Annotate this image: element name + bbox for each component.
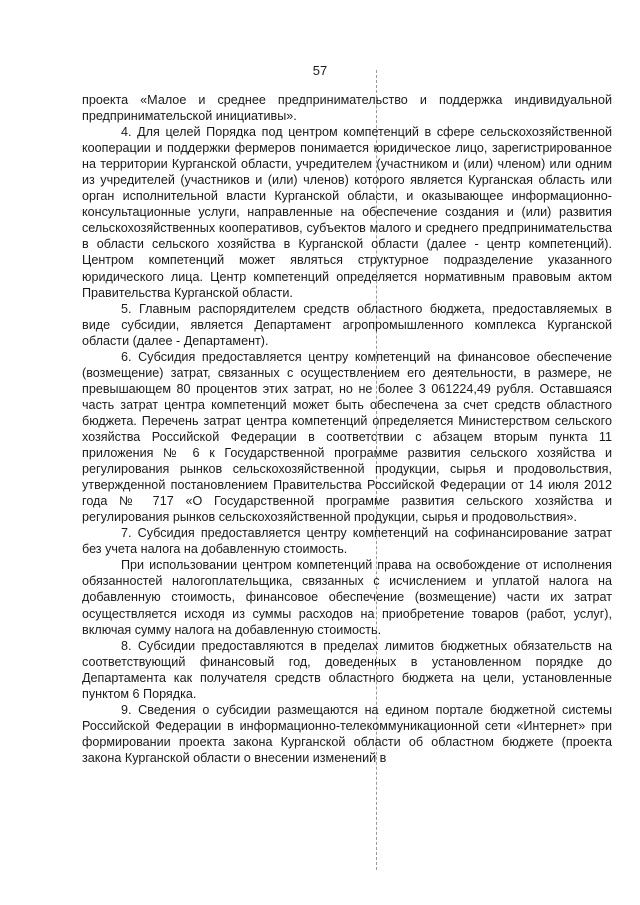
paragraph-4: 4. Для целей Порядка под центром компетенций в сфере сельскохозяйственной кооперации и поддержки фермеров понимается юридическое лицо, зарегистрированное на территории Курганской области, учредителем (участником и (или) членом) или одним из учредителей (участников и (или) членов) которого является Курганская область или орган исполнительной власти Курганской области, и оказывающее информационно-консультационные услуги, направленные на обеспечение создания и (или) развития сельскохозяйственных кооперативов, субъектов малого и среднего предпринимательства в области сельского хозяйства в Курганской области (далее - центр компетенций). Центром компетенций может являться структурное подразделение указанного юридического лица. Центр компетенций определяется нормативным правовым актом Правительства Курганской области. — [82, 125, 612, 300]
paragraph-7-vat: При использовании центром компетенций права на освобождение от исполнения обязанностей налогоплательщика, связанных с исчислением и уплатой налога на добавленную стоимость, финансовое обеспечение (возмещение) части их затрат осуществляется исходя из суммы расходов на приобретение товаров (работ, услуг), включая сумму налога на добавленную стоимость. — [82, 558, 612, 637]
document-body — [82, 92, 612, 766]
paragraph-9: 9. Сведения о субсидии размещаются на едином портале бюджетной системы Российской Федерации в информационно-телекоммуникационной сети «Интернет» при формировании проекта закона Курганской области об областном бюджете (проекта закона Курганской области о внесении изменений в — [82, 702, 612, 765]
paragraph-8: 8. Субсидии предоставляются в пределах лимитов бюджетных обязательств на соответствующий финансовый год, доведенных в установленном порядке до Департамента как получателя средств областного бюджета на цели, установленные пунктом 6 Порядка. — [82, 638, 612, 701]
paragraph-7: 7. Субсидия предоставляется центру компетенций на софинансирование затрат без учета налога на добавленную стоимость. — [82, 526, 612, 557]
paragraph-5: 5. Главным распорядителем средств областного бюджета, предоставляемых в виде субсидии, является Департамент агропромышленного комплекса Курганской области (далее - Департамент). — [82, 301, 612, 348]
page-number: 57 — [312, 63, 328, 78]
paragraph-6: 6. Субсидия предоставляется центру компетенций на финансовое обеспечение (возмещение) затрат, связанных с осуществлением его деятельности, в размере, не превышающем 80 процентов этих затрат, но не более 3 061224,49 рубля. Оставшаяся часть затрат центра компетенций может быть обеспечена за счет средств областного бюджета. Перечень затрат центра компетенций определяется Министерством сельского хозяйства Российской Федерации в соответствии с абзацем вторым пункта 11 приложения № 6 к Государственной программе развития сельского хозяйства и регулирования рынков сельскохозяйственной продукции, сырья и продовольствия, утвержденной постановлением Правительства Российской Федерации от 14 июля 2012 года № 717 «О Государственной программе развития сельского хозяйства и регулирования рынков сельскохозяйственной продукции, сырья и продовольствия». — [82, 349, 612, 525]
paragraph-continuation: проекта «Малое и среднее предпринимательство и поддержка индивидуальной предпринимательской инициативы». — [82, 93, 612, 124]
